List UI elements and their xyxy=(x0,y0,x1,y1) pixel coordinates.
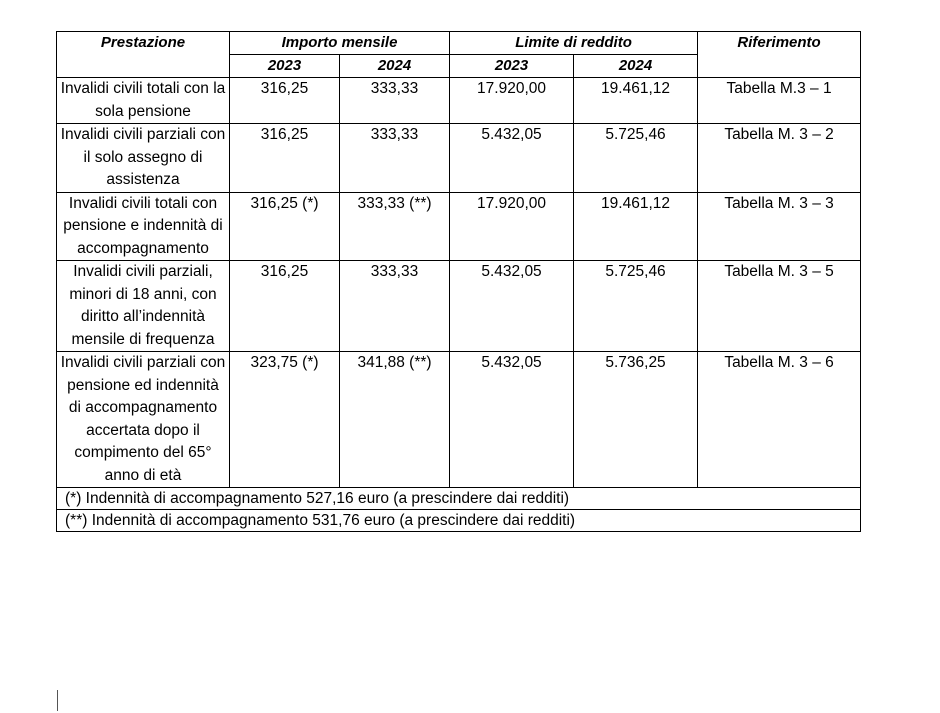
cell-limite-2023: 5.432,05 xyxy=(450,352,574,488)
header-year-limite-2023: 2023 xyxy=(450,55,574,78)
cell-importo-2024: 333,33 xyxy=(340,261,450,352)
cell-prestazione: Invalidi civili totali con la sola pensione xyxy=(57,78,230,124)
header-year-limite-2024: 2024 xyxy=(574,55,698,78)
cell-prestazione: Invalidi civili parziali, minori di 18 anni, con diritto all’indennità mensile di frequenza xyxy=(57,261,230,352)
cell-prestazione: Invalidi civili parziali con pensione ed indennità di accompagnamento accertata dopo il compimento del 65° anno di età xyxy=(57,352,230,488)
cell-prestazione: Invalidi civili parziali con il solo assegno di assistenza xyxy=(57,124,230,193)
cell-limite-2024: 5.725,46 xyxy=(574,124,698,193)
note-row xyxy=(57,488,861,510)
cell-riferimento: Tabella M. 3 – 3 xyxy=(698,192,861,261)
cell-importo-2024: 341,88 (**) xyxy=(340,352,450,488)
header-row xyxy=(57,32,861,55)
footnote-single-asterisk: (*) Indennità di accompagnamento 527,16 euro (a prescindere dai redditi) xyxy=(57,488,861,510)
benefits-table xyxy=(56,31,861,532)
cell-limite-2023: 17.920,00 xyxy=(450,192,574,261)
header-limite-di-reddito: Limite di reddito xyxy=(450,32,698,55)
cell-limite-2024: 19.461,12 xyxy=(574,78,698,124)
cell-limite-2023: 17.920,00 xyxy=(450,78,574,124)
cell-limite-2024: 5.725,46 xyxy=(574,261,698,352)
table-row xyxy=(57,192,861,261)
cell-importo-2023: 323,75 (*) xyxy=(230,352,340,488)
cell-limite-2024: 5.736,25 xyxy=(574,352,698,488)
header-prestazione: Prestazione xyxy=(57,32,230,78)
footnote-double-asterisk: (**) Indennità di accompagnamento 531,76 euro (a prescindere dai redditi) xyxy=(57,510,861,532)
cell-riferimento: Tabella M.3 – 1 xyxy=(698,78,861,124)
header-year-importo-2023: 2023 xyxy=(230,55,340,78)
table-row xyxy=(57,261,861,352)
cell-riferimento: Tabella M. 3 – 2 xyxy=(698,124,861,193)
cell-limite-2023: 5.432,05 xyxy=(450,124,574,193)
cell-importo-2023: 316,25 xyxy=(230,261,340,352)
table-row xyxy=(57,78,861,124)
cell-riferimento: Tabella M. 3 – 6 xyxy=(698,352,861,488)
table-row xyxy=(57,352,861,488)
cell-riferimento: Tabella M. 3 – 5 xyxy=(698,261,861,352)
cell-limite-2024: 19.461,12 xyxy=(574,192,698,261)
header-riferimento: Riferimento xyxy=(698,32,861,78)
cell-importo-2024: 333,33 xyxy=(340,124,450,193)
cell-prestazione: Invalidi civili totali con pensione e indennità di accompagnamento xyxy=(57,192,230,261)
table-row xyxy=(57,124,861,193)
cell-importo-2023: 316,25 (*) xyxy=(230,192,340,261)
cell-limite-2023: 5.432,05 xyxy=(450,261,574,352)
cell-importo-2024: 333,33 xyxy=(340,78,450,124)
cell-importo-2024: 333,33 (**) xyxy=(340,192,450,261)
header-importo-mensile: Importo mensile xyxy=(230,32,450,55)
text-cursor xyxy=(57,690,58,711)
cell-importo-2023: 316,25 xyxy=(230,78,340,124)
cell-importo-2023: 316,25 xyxy=(230,124,340,193)
header-year-importo-2024: 2024 xyxy=(340,55,450,78)
note-row xyxy=(57,510,861,532)
